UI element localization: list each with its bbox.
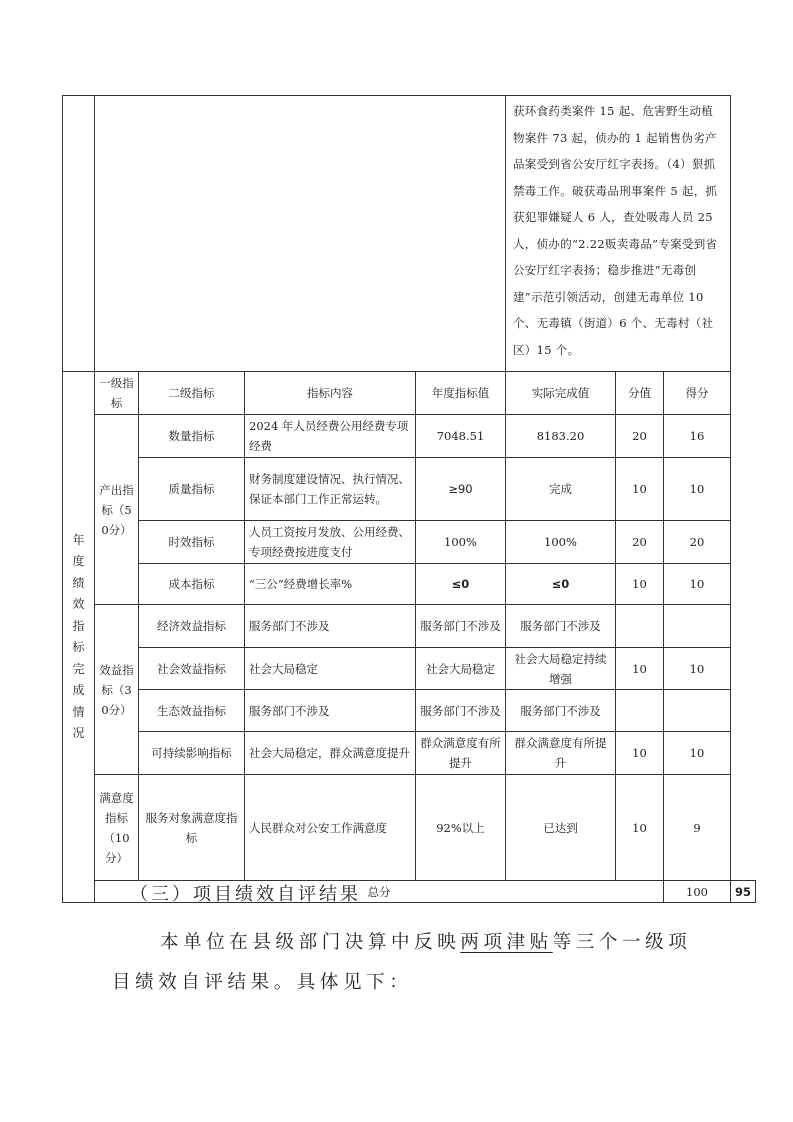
group-label-output: 产出指标（50分） [95, 415, 139, 605]
content-cell: “三公”经费增长率% [245, 564, 416, 605]
level2-cell: 成本指标 [139, 564, 245, 605]
table-row [63, 521, 756, 564]
actual-cell: 服务部门不涉及 [506, 605, 616, 648]
target-cell: ≥90 [416, 458, 506, 521]
actual-cell: 服务部门不涉及 [506, 690, 616, 732]
content-cell: 人民群众对公安工作满意度 [245, 775, 416, 881]
body-paragraph [112, 923, 712, 1003]
table-row [63, 415, 756, 458]
header-level2: 二级指标 [139, 372, 245, 415]
content-cell: 社会大局稳定，群众满意度提升 [245, 732, 416, 775]
header-actual: 实际完成值 [506, 372, 616, 415]
score-cell [664, 690, 731, 732]
group-label-benefit: 效益指标（30分） [95, 605, 139, 775]
table-row [63, 648, 756, 690]
header-score-value: 分值 [616, 372, 664, 415]
header-score: 得分 [664, 372, 731, 415]
total-value: 100 [664, 881, 731, 903]
group-label-satisfaction: 满意度指标（10分） [95, 775, 139, 881]
actual-cell: 已达到 [506, 775, 616, 881]
section-label: 年度绩效指标完成情况 [72, 532, 85, 740]
score-cell: 10 [664, 732, 731, 775]
table-row [63, 732, 756, 775]
actual-cell: 100% [506, 521, 616, 564]
performance-table [62, 95, 756, 903]
header-row [63, 372, 756, 415]
actual-cell: 完成 [506, 458, 616, 521]
target-cell: 100% [416, 521, 506, 564]
table-row [63, 564, 756, 605]
value-cell: 10 [616, 564, 664, 605]
content-cell: 人员工资按月发放、公用经费、专项经费按进度支付 [245, 521, 416, 564]
value-cell: 10 [616, 775, 664, 881]
header-annual-target: 年度指标值 [416, 372, 506, 415]
actual-cell: ≤0 [506, 564, 616, 605]
value-cell [616, 690, 664, 732]
continuation-row [63, 96, 756, 372]
score-cell: 10 [664, 648, 731, 690]
target-cell: 92%以上 [416, 775, 506, 881]
target-cell: 群众满意度有所提升 [416, 732, 506, 775]
content-cell: 2024 年人员经费公用经费专项经费 [245, 415, 416, 458]
content-cell: 服务部门不涉及 [245, 690, 416, 732]
score-cell: 10 [664, 564, 731, 605]
total-score: 95 [731, 881, 756, 903]
content-cell: 财务制度建设情况、执行情况、保证本部门工作正常运转。 [245, 458, 416, 521]
value-cell: 20 [616, 521, 664, 564]
value-cell: 10 [616, 732, 664, 775]
content-cell: 社会大局稳定 [245, 648, 416, 690]
level2-cell: 时效指标 [139, 521, 245, 564]
section-label-cell [63, 372, 95, 903]
level2-cell: 数量指标 [139, 415, 245, 458]
score-cell [664, 605, 731, 648]
paragraph-text-before: 本单位在县级部门决算中反映 [160, 932, 461, 953]
target-cell: 社会大局稳定 [416, 648, 506, 690]
level2-cell: 服务对象满意度指标 [139, 775, 245, 881]
value-cell: 20 [616, 415, 664, 458]
target-cell: ≤0 [416, 564, 506, 605]
score-cell: 9 [664, 775, 731, 881]
level2-cell: 可持续影响指标 [139, 732, 245, 775]
table-row [63, 605, 756, 648]
narrative-text-cell: 获环食药类案件 15 起、危害野生动植物案件 73 起，侦办的 1 起销售伪劣产品案受到省公安厅红字表扬。（4）狠抓禁毒工作。破获毒品刑事案件 5 起，抓获犯罪嫌疑人 6 人，查处吸毒人员 25 人，侦办的“2.22贩卖毒品”专案受到省公安厅红字表扬；稳步推进“无毒创建”示范引领活动，创建无毒单位 10 个、无毒镇（街道）6 个、无毒村（社区）15 个。 [506, 96, 731, 372]
score-cell: 16 [664, 415, 731, 458]
blank-cell [95, 96, 506, 372]
total-label: 总分 [95, 881, 664, 903]
header-level1: 一级指标 [95, 372, 139, 415]
target-cell: 服务部门不涉及 [416, 690, 506, 732]
value-cell: 10 [616, 648, 664, 690]
level2-cell: 生态效益指标 [139, 690, 245, 732]
actual-cell: 群众满意度有所提升 [506, 732, 616, 775]
target-cell: 7048.51 [416, 415, 506, 458]
blank-cell [63, 96, 95, 372]
table-row [63, 775, 756, 881]
section-heading: （三）项目绩效自评结果 [130, 884, 361, 905]
score-cell: 20 [664, 521, 731, 564]
content-cell: 服务部门不涉及 [245, 605, 416, 648]
level2-cell: 社会效益指标 [139, 648, 245, 690]
score-cell: 10 [664, 458, 731, 521]
level2-cell: 质量指标 [139, 458, 245, 521]
actual-cell: 社会大局稳定持续增强 [506, 648, 616, 690]
paragraph-underlined-text: 两项津贴 [460, 932, 553, 953]
table-row [63, 690, 756, 732]
level2-cell: 经济效益指标 [139, 605, 245, 648]
table-row [63, 458, 756, 521]
paragraph-text-after: 等三个一级项目绩效自评结果。具体见下： [112, 932, 692, 993]
actual-cell: 8183.20 [506, 415, 616, 458]
target-cell: 服务部门不涉及 [416, 605, 506, 648]
header-content: 指标内容 [245, 372, 416, 415]
value-cell: 10 [616, 458, 664, 521]
value-cell [616, 605, 664, 648]
